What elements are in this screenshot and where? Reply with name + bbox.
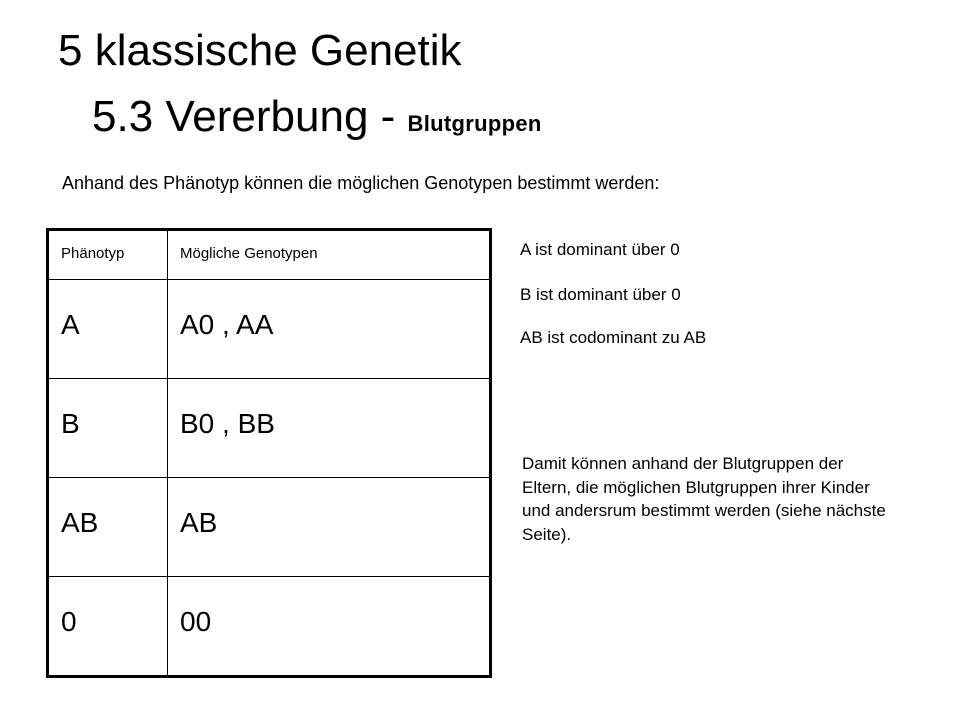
header-genotypes: Mögliche Genotypen bbox=[168, 230, 491, 280]
table-row bbox=[48, 280, 491, 379]
subtitle-main: 5.3 Vererbung - bbox=[92, 92, 408, 141]
phenotype-cell: 0 bbox=[48, 577, 168, 677]
genotype-cell: B0 , BB bbox=[168, 379, 491, 478]
phenotype-cell: B bbox=[48, 379, 168, 478]
header-phenotype: Phänotyp bbox=[48, 230, 168, 280]
slide-title: 5 klassische Genetik bbox=[58, 26, 462, 75]
genotype-cell: AB bbox=[168, 478, 491, 577]
table-row bbox=[48, 577, 491, 677]
conclusion-paragraph: Damit können anhand der Blutgruppen der Eltern, die möglichen Blutgruppen ihrer Kinder und andersrum bestimmt werden (siehe nächste Seite). bbox=[522, 454, 886, 544]
genotype-cell: 00 bbox=[168, 577, 491, 677]
intro-text: Anhand des Phänotyp können die möglichen Genotypen bestimmt werden: bbox=[62, 173, 660, 193]
rule-ab-codominant: AB ist codominant zu AB bbox=[520, 328, 707, 347]
rule-a-dominant: A ist dominant über 0 bbox=[520, 240, 680, 259]
genotype-cell: A0 , AA bbox=[168, 280, 491, 379]
phenotype-cell: A bbox=[48, 280, 168, 379]
genotype-table bbox=[46, 228, 492, 678]
table-row bbox=[48, 478, 491, 577]
slide-subtitle bbox=[92, 92, 542, 143]
phenotype-cell: AB bbox=[48, 478, 168, 577]
subtitle-suffix: Blutgruppen bbox=[407, 111, 542, 136]
rule-b-dominant: B ist dominant über 0 bbox=[520, 285, 681, 304]
table-header-row bbox=[48, 230, 491, 280]
table-row bbox=[48, 379, 491, 478]
